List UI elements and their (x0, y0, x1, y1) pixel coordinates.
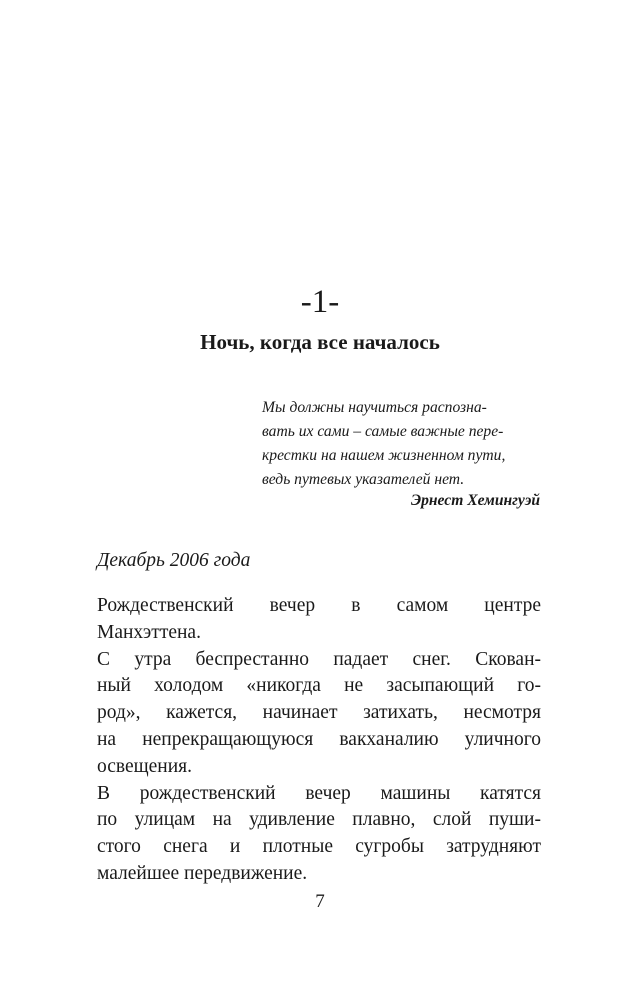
body-line: Рождественский вечер в самом центре (97, 595, 541, 616)
body-line: по улицам на удивление плавно, слой пуши- (97, 809, 541, 831)
body-line: ный холодом «никогда не засыпающий го- (97, 675, 541, 697)
chapter-title: Ночь, когда все началось (200, 330, 440, 354)
epigraph (262, 396, 542, 492)
epigraph-line: вать их сами – самые важные пере- (262, 423, 504, 440)
epigraph-line: крестки на нашем жизненном пути, (262, 447, 506, 464)
epigraph-author: Эрнест Хемингуэй (410, 492, 540, 509)
chapter-number: -1- (300, 284, 340, 320)
body-line: род», кажется, начинает затихать, несмотря (97, 702, 541, 724)
body-line: освещения. (97, 755, 193, 777)
epigraph-line: Мы должны научиться распозна- (262, 399, 487, 416)
body-line: Манхэттена. (97, 621, 201, 643)
body-line: В рождественский вечер машины катятся (97, 782, 541, 804)
body-text (97, 593, 541, 888)
dateline: Декабрь 2006 года (97, 550, 251, 571)
body-line: С утра беспрестанно падает снег. Скован- (97, 648, 541, 670)
body-line: малейшее передвижение. (97, 862, 308, 884)
body-line: стого снега и плотные сугробы затрудняют (97, 836, 541, 858)
page-number: 7 (315, 891, 325, 912)
epigraph-line: ведь путевых указателей нет. (262, 471, 465, 488)
body-line: на непрекращающуюся вакханалию уличного (97, 728, 541, 750)
